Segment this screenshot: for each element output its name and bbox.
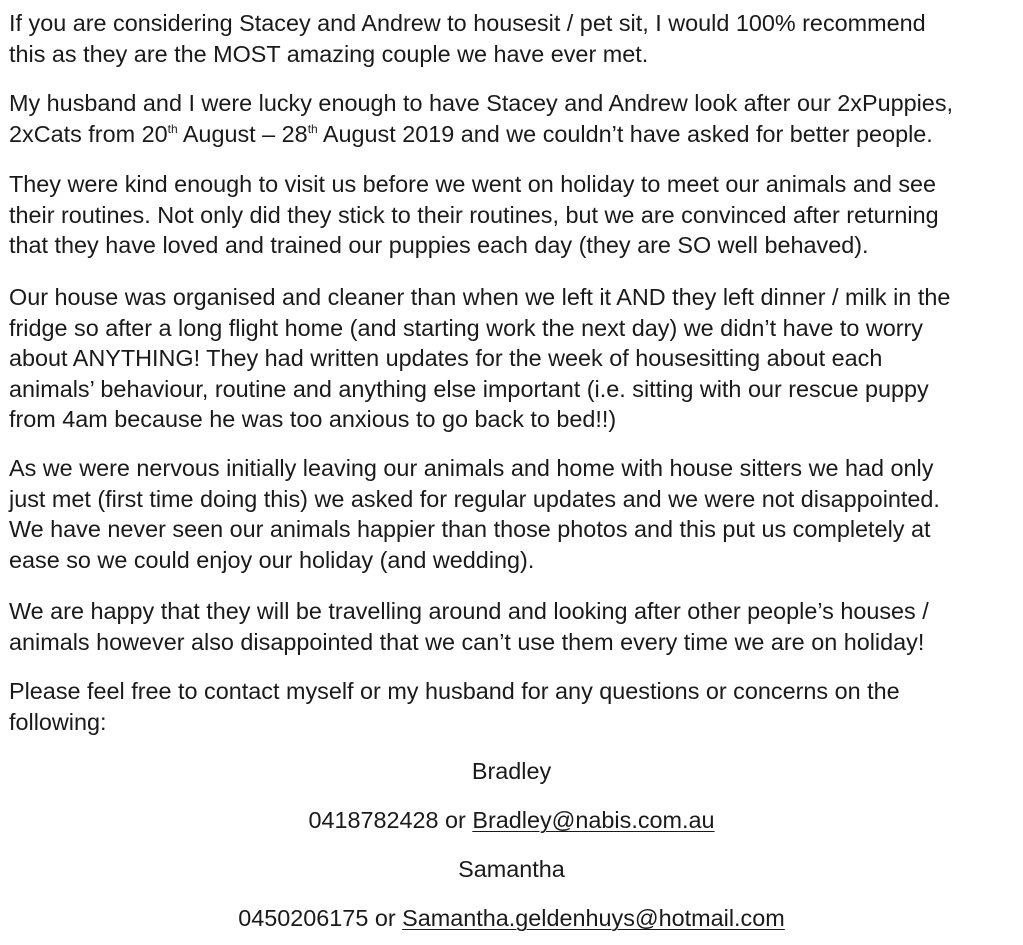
- contact-name-bradley: Bradley: [471, 758, 552, 784]
- paragraph-travelling: [9, 596, 1019, 657]
- text-line: Please feel free to contact myself or my husband for any questions or concerns on the: [9, 678, 900, 704]
- contact-separator: or: [368, 905, 403, 931]
- contact-email-link[interactable]: Bradley@nabis.com.au: [472, 807, 715, 833]
- text-line: their routines. Not only did they stick to their routines, but we are convinced after returning: [9, 201, 939, 228]
- text-line-dates: [9, 119, 1019, 150]
- contact-name-samantha: Samantha: [458, 856, 565, 882]
- text-line: animals however also disappointed that we can’t use them every time we are on holiday!: [9, 628, 925, 655]
- paragraph-intro: [9, 8, 1019, 69]
- contact-separator: or: [438, 807, 473, 833]
- text-line: They were kind enough to visit us before we went on holiday to meet our animals and see: [9, 171, 937, 197]
- ordinal-suffix: th: [307, 121, 318, 136]
- contact-line-samantha: [0, 903, 1023, 934]
- text-line: As we were nervous initially leaving our animals and home with house sitters we had only: [9, 455, 934, 481]
- text-line: If you are considering Stacey and Andrew to housesit / pet sit, I would 100% recommend: [9, 10, 926, 36]
- contact-phone: 0450206175: [238, 905, 369, 931]
- text-line: Our house was organised and cleaner than when we left it AND they left dinner / milk in the: [9, 284, 951, 310]
- text-line: We have never seen our animals happier than those photos and this put us completely at: [9, 516, 931, 542]
- text-line: from 4am because he was too anxious to go back to bed!!): [9, 406, 617, 432]
- ordinal-suffix: th: [167, 121, 178, 136]
- text-line: fridge so after a long flight home (and starting work the next day) we didn’t have to worry: [9, 314, 924, 341]
- text-line: that they have loved and trained our puppies each day (they are SO well behaved).: [9, 232, 869, 258]
- text-fragment: August – 28: [177, 120, 308, 147]
- contact-line-bradley: [0, 805, 1023, 836]
- text-line: animals’ behaviour, routine and anything else important (i.e. sitting with our rescue puppy: [9, 375, 929, 402]
- contact-email-link[interactable]: Samantha.geldenhuys@hotmail.com: [402, 905, 785, 931]
- paragraph-contact-intro: [9, 676, 1019, 737]
- paragraph-updates: [9, 453, 1019, 575]
- paragraph-routines: [9, 169, 1019, 261]
- text-fragment: 2xCats from 20: [9, 120, 168, 147]
- text-line: We are happy that they will be travelling around and looking after other people’s houses /: [9, 598, 929, 624]
- paragraph-house: [9, 282, 1019, 435]
- text-fragment: August 2019 and we couldn’t have asked for better people.: [317, 120, 933, 147]
- text-line: about ANYTHING! They had written updates for the week of housesitting about each: [9, 345, 883, 371]
- text-line: following:: [9, 708, 107, 735]
- text-line: My husband and I were lucky enough to have Stacey and Andrew look after our 2xPuppies,: [9, 90, 954, 116]
- text-line: ease so we could enjoy our holiday (and wedding).: [9, 546, 535, 573]
- paragraph-booking: [9, 88, 1019, 149]
- contact-phone: 0418782428: [308, 807, 439, 833]
- text-line: this as they are the MOST amazing couple we have ever met.: [9, 40, 649, 67]
- text-line: just met (first time doing this) we asked for regular updates and we were not disappointed.: [9, 485, 940, 512]
